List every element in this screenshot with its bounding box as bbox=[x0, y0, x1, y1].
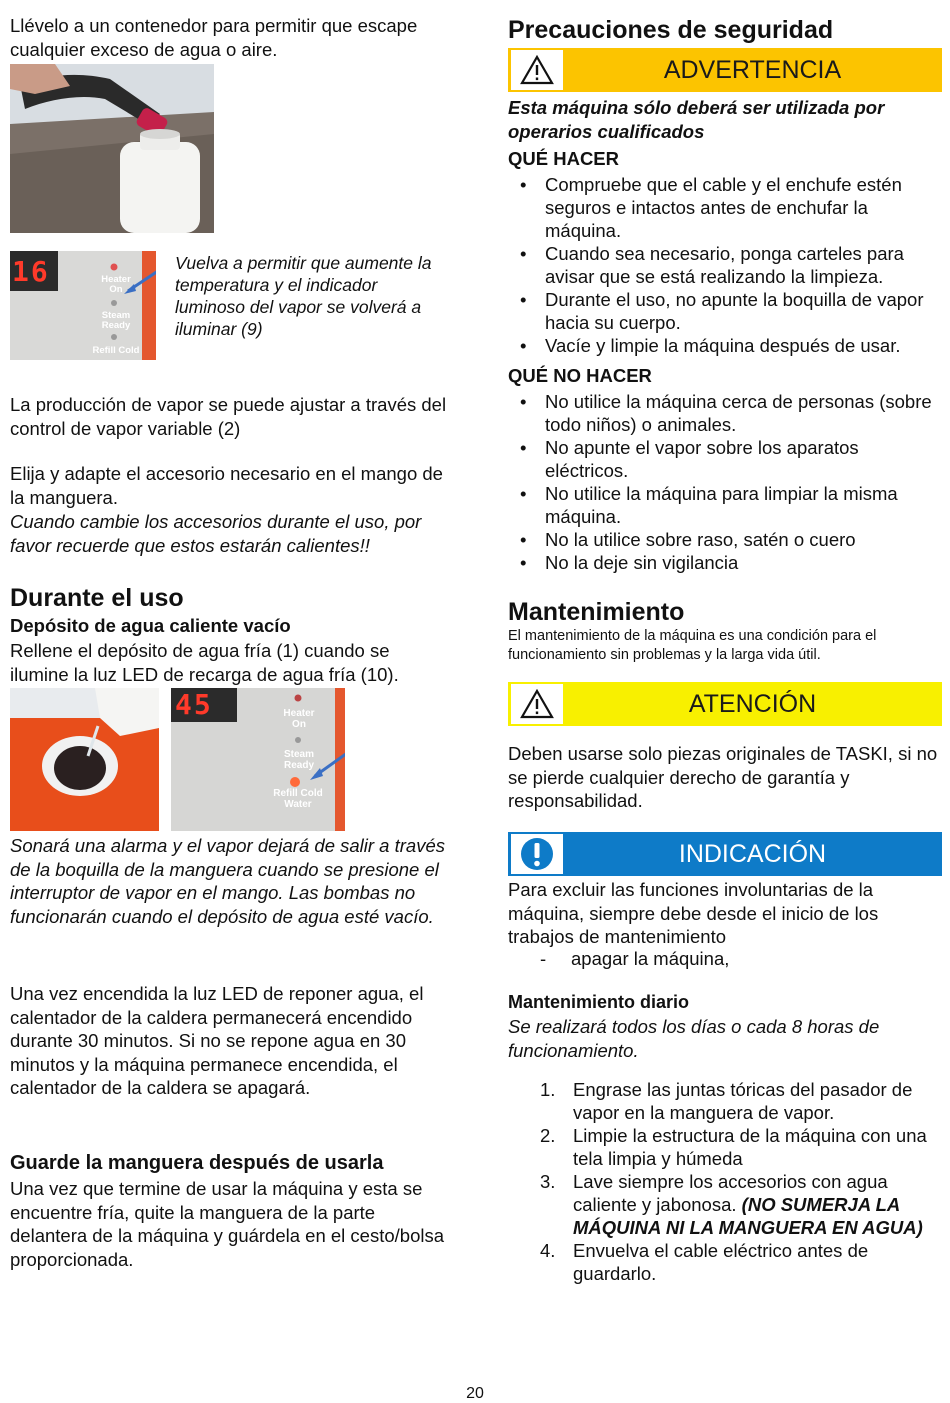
daily-note: Se realizará todos los días o cada 8 horas de funcionamiento. bbox=[508, 1016, 880, 1061]
dont-heading: QUÉ NO HACER bbox=[508, 365, 652, 386]
list-item: • No la utilice sobre raso, satén o cuero bbox=[520, 529, 856, 550]
do-list bbox=[508, 173, 938, 357]
accessory-text: Elija y adapte el accesorio necesario en el mango de la manguera. bbox=[10, 463, 443, 508]
photo-refill-led bbox=[171, 688, 345, 831]
safety-heading: Precauciones de seguridad bbox=[508, 16, 834, 44]
list-item: 2. Limpie la estructura de la máquina con una tela limpia y húmeda bbox=[540, 1125, 927, 1169]
panel-refill-label: Refill Cold bbox=[92, 345, 140, 356]
panel-caption: Vuelva a permitir que aumente la temperatura y el indicador luminoso del vapor se volverá a iluminar (9) bbox=[175, 253, 432, 339]
panel2-refill-label: Refill Cold Water bbox=[273, 788, 323, 810]
list-item: • No la deje sin vigilancia bbox=[520, 552, 739, 573]
alarm-text: Sonará una alarma y el vapor dejará de salir a través de la boquilla de la manguera cuando se presione el interruptor de vapor en el mango. Las bombas no funcionarán cuando el depósito de agua esté vacío. bbox=[10, 835, 445, 927]
panel2-heater-label: Heater On bbox=[283, 708, 315, 730]
attention-banner bbox=[508, 682, 942, 726]
warning-label: ADVERTENCIA bbox=[663, 55, 842, 84]
daily-maintenance-heading: Mantenimiento diario bbox=[508, 992, 690, 1012]
accessory-warning: Cuando cambie los accesorios durante el uso, por favor recuerde que estos estarán calientes!! bbox=[10, 511, 422, 556]
panel-heater-label: Heater On bbox=[101, 274, 131, 295]
photo-control-panel bbox=[10, 251, 156, 360]
page-number: 20 bbox=[466, 1385, 484, 1402]
list-item: • Compruebe que el cable y el enchufe estén seguros e intactos antes de enchufar la máquina. bbox=[520, 174, 902, 241]
panel-display: 16 bbox=[12, 255, 50, 288]
warning-banner bbox=[508, 48, 942, 92]
refill-text: Rellene el depósito de agua fría (1) cuando se ilumine la luz LED de recarga de agua fría (10). bbox=[10, 640, 399, 685]
list-item: 3. Lave siempre los accesorios con agua caliente y jabonosa. (NO SUMERJA LA MÁQUINA NI LA MANGUERA EN AGUA) bbox=[540, 1171, 923, 1238]
exclude-item: apagar la máquina, bbox=[571, 948, 730, 969]
list-item: 4. Envuelva el cable eléctrico antes de guardarlo. bbox=[540, 1240, 869, 1284]
maintenance-text: El mantenimiento de la máquina es una condición para el funcionamiento sin problemas y la larga vida útil. bbox=[508, 628, 877, 663]
photo-refill-tank bbox=[10, 688, 159, 831]
list-item: • No utilice la máquina para limpiar la misma máquina. bbox=[520, 483, 898, 527]
panel2-steam-label: Steam Ready bbox=[283, 749, 314, 771]
store-heading: Guarde la manguera después de usarla bbox=[10, 1152, 384, 1174]
indication-label: INDICACIÓN bbox=[678, 839, 827, 868]
during-use-heading: Durante el uso bbox=[10, 584, 184, 612]
panel2-display: 45 bbox=[175, 688, 213, 721]
led-text: Una vez encendida la luz LED de reponer agua, el calentador de la caldera permanecerá encendido durante 30 minutos. Si no se repone agua en 30 minutos y la máquina permanece encendida, el calentador de la caldera se apagará. bbox=[10, 983, 424, 1098]
qualified-operators-text: Esta máquina sólo deberá ser utilizada por operarios cualificados bbox=[508, 97, 885, 142]
dont-list bbox=[508, 390, 938, 574]
list-item: 1. Engrase las juntas tóricas del pasador de vapor en la manguera de vapor. bbox=[540, 1079, 913, 1123]
list-item: • Cuando sea necesario, ponga carteles para avisar que se está realizando la limpieza. bbox=[520, 243, 904, 287]
intro-text: Llévelo a un contenedor para permitir que escape cualquier exceso de agua o aire. bbox=[10, 15, 418, 60]
exclamation-circle-icon bbox=[511, 834, 563, 874]
list-item: • Durante el uso, no apunte la boquilla de vapor hacia su cuerpo. bbox=[520, 289, 924, 333]
do-heading: QUÉ HACER bbox=[508, 148, 620, 169]
list-item: • No utilice la máquina cerca de personas (sobre todo niños) o animales. bbox=[520, 391, 932, 435]
steam-adjust-text: La producción de vapor se puede ajustar a través del control de vapor variable (2) bbox=[10, 394, 447, 439]
warning-triangle-icon bbox=[511, 684, 563, 724]
list-item: • Vacíe y limpie la máquina después de usar. bbox=[520, 335, 901, 356]
panel-steam-label: Steam Ready bbox=[101, 310, 131, 331]
daily-list bbox=[510, 1078, 940, 1285]
indication-banner bbox=[508, 832, 942, 876]
attention-label: ATENCIÓN bbox=[688, 689, 817, 718]
photo-nozzle-bottle bbox=[10, 64, 214, 233]
warning-triangle-icon bbox=[511, 50, 563, 90]
empty-tank-heading: Depósito de agua caliente vacío bbox=[10, 615, 291, 636]
list-item: • No apunte el vapor sobre los aparatos eléctricos. bbox=[520, 437, 859, 481]
store-text: Una vez que termine de usar la máquina y esta se encuentre fría, quite la manguera de la parte delantera de la máquina y guárdela en el cesto/bolsa proporcionada. bbox=[10, 1178, 445, 1270]
exclude-dash: - bbox=[540, 948, 547, 969]
maintenance-heading: Mantenimiento bbox=[508, 598, 685, 626]
original-parts-text: Deben usarse solo piezas originales de TASKI, si no se pierde cualquier derecho de garantía y responsabilidad. bbox=[508, 743, 938, 811]
exclude-text: Para excluir las funciones involuntarias de la máquina, siempre debe desde el inicio de los trabajos de mantenimiento bbox=[508, 879, 879, 947]
